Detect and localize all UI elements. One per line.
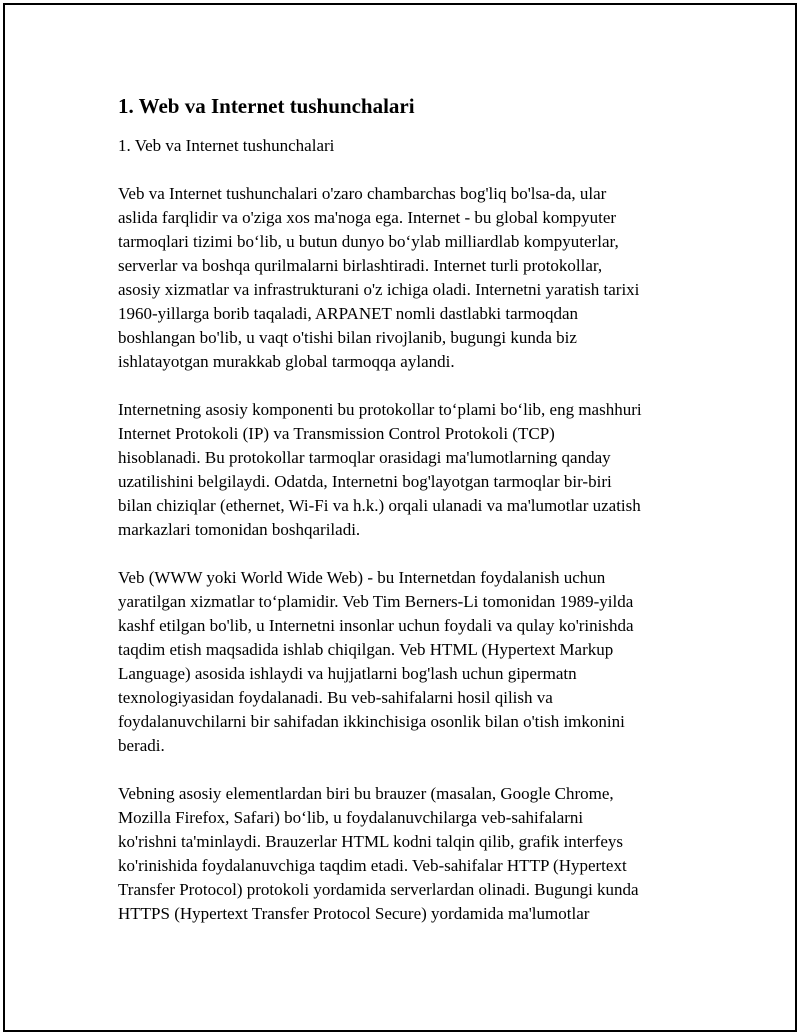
document-body: [118, 92, 698, 950]
paragraph-line: boshlangan bo'lib, u vaqt o'tishi bilan rivojlanib, bugungi kunda biz: [118, 328, 577, 347]
paragraph-line: Vebning asosiy elementlardan biri bu brauzer (masalan, Google Chrome,: [118, 784, 614, 803]
paragraph-browsers: [118, 782, 698, 926]
paragraph-line: taqdim etish maqsadida ishlab chiqilgan. Veb HTML (Hypertext Markup: [118, 640, 614, 659]
paragraph-line: kashf etilgan bo'lib, u Internetni insonlar uchun foydali va qulay ko'rinishda: [118, 616, 634, 635]
paragraph-line: serverlar va boshqa qurilmalarni birlashtiradi. Internet turli protokollar,: [118, 256, 603, 275]
paragraph-line: tarmoqlari tizimi bo‘lib, u butun dunyo bo‘ylab milliardlab kompyuterlar,: [118, 232, 619, 251]
paragraph-line: aslida farqlidir va o'ziga xos ma'noga ega. Internet - bu global kompyuter: [118, 208, 617, 227]
paragraph-line: 1960-yillarga borib taqaladi, ARPANET nomli dastlabki tarmoqdan: [118, 304, 579, 323]
document-heading: 1. Web va Internet tushunchalari: [118, 94, 415, 118]
paragraph-line: uzatilishini belgilaydi. Odatda, Internetni bog'layotgan tarmoqlar bir-biri: [118, 472, 612, 491]
paragraph-line: Transfer Protocol) protokoli yordamida serverlardan olinadi. Bugungi kunda: [118, 880, 639, 899]
paragraph-line: Internet Protokoli (IP) va Transmission Control Protokoli (TCP): [118, 424, 555, 443]
paragraph-line: markazlari tomonidan boshqariladi.: [118, 520, 361, 539]
paragraph-protocols: [118, 398, 698, 542]
paragraph-line: Internetning asosiy komponenti bu protokollar to‘plami bo‘lib, eng mashhuri: [118, 400, 642, 419]
paragraph-line: bilan chiziqlar (ethernet, Wi-Fi va h.k.) orqali ulanadi va ma'lumotlar uzatish: [118, 496, 641, 515]
paragraph-line: beradi.: [118, 736, 165, 755]
paragraph-line: asosiy xizmatlar va infrastrukturani o'z ichiga oladi. Internetni yaratish tarixi: [118, 280, 640, 299]
paragraph-line: HTTPS (Hypertext Transfer Protocol Secure) yordamida ma'lumotlar: [118, 904, 590, 923]
paragraph-line: ko'rinishida foydalanuvchiga taqdim etadi. Veb-sahifalar HTTP (Hypertext: [118, 856, 627, 875]
paragraph-line: Veb va Internet tushunchalari o'zaro chambarchas bog'liq bo'lsa-da, ular: [118, 184, 607, 203]
paragraph-line: Language) asosida ishlaydi va hujjatlarni bog'lash uchun gipermatn: [118, 664, 577, 683]
paragraph-line: Mozilla Firefox, Safari) bo‘lib, u foydalanuvchilarga veb-sahifalarni: [118, 808, 584, 827]
paragraph-line: ishlatayotgan murakkab global tarmoqqa aylandi.: [118, 352, 455, 371]
paragraph-line: ko'rishni ta'minlaydi. Brauzerlar HTML kodni talqin qilib, grafik interfeys: [118, 832, 623, 851]
paragraph-web-definition: [118, 566, 698, 758]
paragraph-internet-definition: [118, 182, 698, 374]
paragraph-line: yaratilgan xizmatlar to‘plamidir. Veb Tim Berners-Li tomonidan 1989-yilda: [118, 592, 634, 611]
document-subheading: 1. Veb va Internet tushunchalari: [118, 136, 335, 155]
paragraph-line: hisoblanadi. Bu protokollar tarmoqlar orasidagi ma'lumotlarning qanday: [118, 448, 611, 467]
paragraph-line: Veb (WWW yoki World Wide Web) - bu Internetdan foydalanish uchun: [118, 568, 606, 587]
paragraph-line: texnologiyasidan foydalanadi. Bu veb-sahifalarni hosil qilish va: [118, 688, 553, 707]
paragraph-line: foydalanuvchilarni bir sahifadan ikkinchisiga osonlik bilan o'tish imkonini: [118, 712, 625, 731]
